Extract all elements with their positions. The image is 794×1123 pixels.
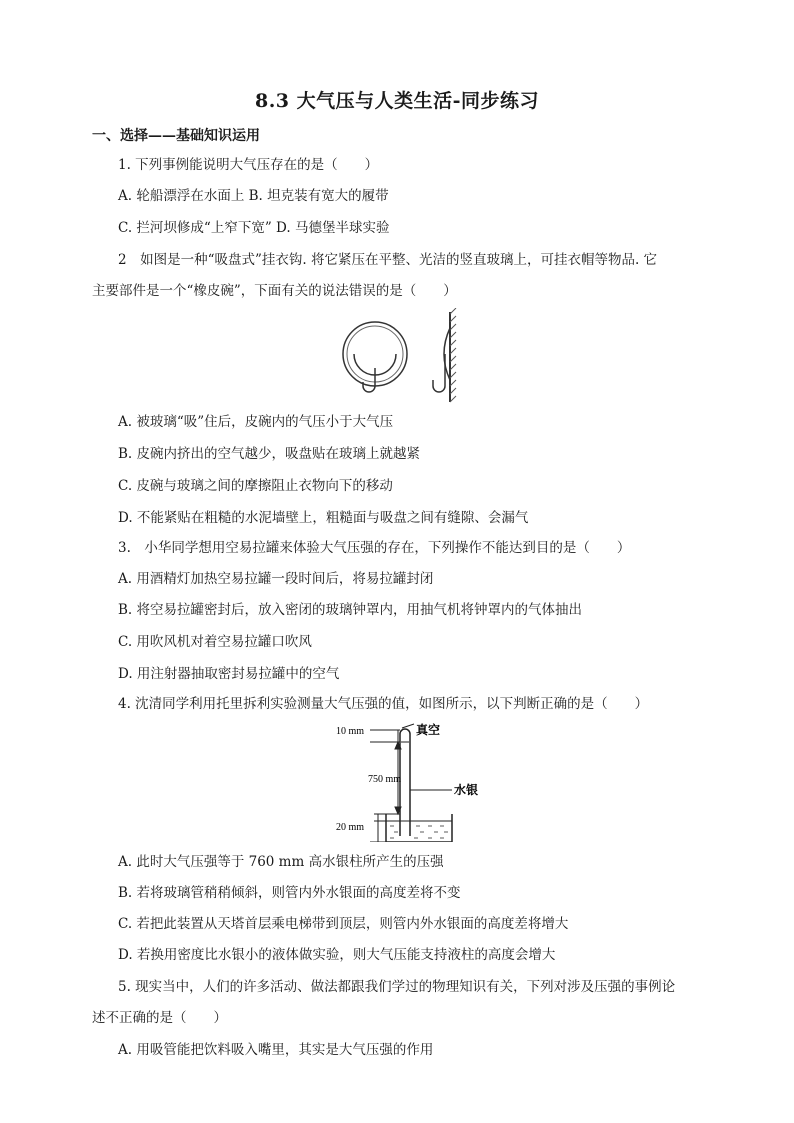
question-3-stem: 3. 小华同学想用空易拉罐来体验大气压强的存在，下列操作不能达到目的是（ ）	[118, 540, 631, 556]
mercury-dish	[386, 814, 452, 842]
question-3-option-a: A. 用酒精灯加热空易拉罐一段时间后，将易拉罐封闭	[118, 571, 434, 587]
question-5-option-a: A. 用吸管能把饮料吸入嘴里，其实是大气压强的作用	[118, 1042, 434, 1058]
question-2-stem-line2: 主要部件是一个“橡皮碗”，下面有关的说法错误的是（ ）	[92, 283, 457, 299]
question-1-options-ab: A. 轮船漂浮在水面上 B. 坦克装有宽大的履带	[118, 188, 389, 204]
question-4-option-c: C. 若把此装置从天塔首层乘电梯带到顶层，则管内外水银面的高度差将增大	[118, 916, 569, 932]
suction-hook-figure	[335, 308, 485, 404]
question-5-stem-line2: 述不正确的是（ ）	[92, 1010, 227, 1026]
section-heading: 一、选择——基础知识运用	[92, 128, 260, 144]
question-3-option-d: D. 用注射器抽取密封易拉罐中的空气	[118, 666, 340, 682]
question-1-stem: 1. 下列事例能说明大气压存在的是（ ）	[118, 157, 379, 173]
page-title: 8.3 大气压与人类生活-同步练习	[254, 90, 540, 112]
label-750mm: 750 mm	[368, 774, 402, 785]
question-5-stem-line1: 5. 现实当中，人们的许多活动、做法都跟我们学过的物理知识有关，下列对涉及压强的事例论	[118, 979, 676, 995]
suction-cup-front-view	[343, 322, 407, 392]
glass-tube	[400, 729, 410, 836]
label-10mm: 10 mm	[336, 726, 365, 737]
question-4-option-b: B. 若将玻璃管稍稍倾斜，则管内外水银面的高度差将不变	[118, 885, 461, 901]
question-2-option-c: C. 皮碗与玻璃之间的摩擦阻止衣物向下的移动	[118, 478, 393, 494]
question-2-option-a: A. 被玻璃“吸”住后，皮碗内的气压小于大气压	[118, 414, 394, 430]
question-4-option-a: A. 此时大气压强等于 760 mm 高水银柱所产生的压强	[118, 854, 444, 870]
torricelli-figure	[334, 720, 494, 842]
question-2-stem-line1: 2 如图是一种“吸盘式”挂衣钩. 将它紧压在平整、光洁的竖直玻璃上，可挂衣帽等物品. 它	[118, 252, 658, 268]
question-2-option-d: D. 不能紧贴在粗糙的水泥墙壁上，粗糙面与吸盘之间有缝隙、会漏气	[118, 510, 529, 526]
label-20mm: 20 mm	[336, 822, 365, 833]
question-4-stem: 4. 沈清同学利用托里拆利实验测量大气压强的值，如图所示，以下判断正确的是（ ）	[118, 696, 649, 712]
label-mercury: 水银	[454, 783, 479, 797]
question-3-option-b: B. 将空易拉罐密封后，放入密闭的玻璃钟罩内，用抽气机将钟罩内的气体抽出	[118, 602, 583, 618]
suction-cup-side-view	[433, 308, 456, 402]
question-3-option-c: C. 用吹风机对着空易拉罐口吹风	[118, 634, 312, 650]
question-4-option-d: D. 若换用密度比水银小的液体做实验，则大气压能支持液柱的高度会增大	[118, 947, 556, 963]
label-vacuum: 真空	[416, 723, 441, 737]
question-1-options-cd: C. 拦河坝修成“上窄下宽” D. 马德堡半球实验	[118, 220, 390, 236]
question-2-option-b: B. 皮碗内挤出的空气越少，吸盘贴在玻璃上就越紧	[118, 446, 421, 462]
